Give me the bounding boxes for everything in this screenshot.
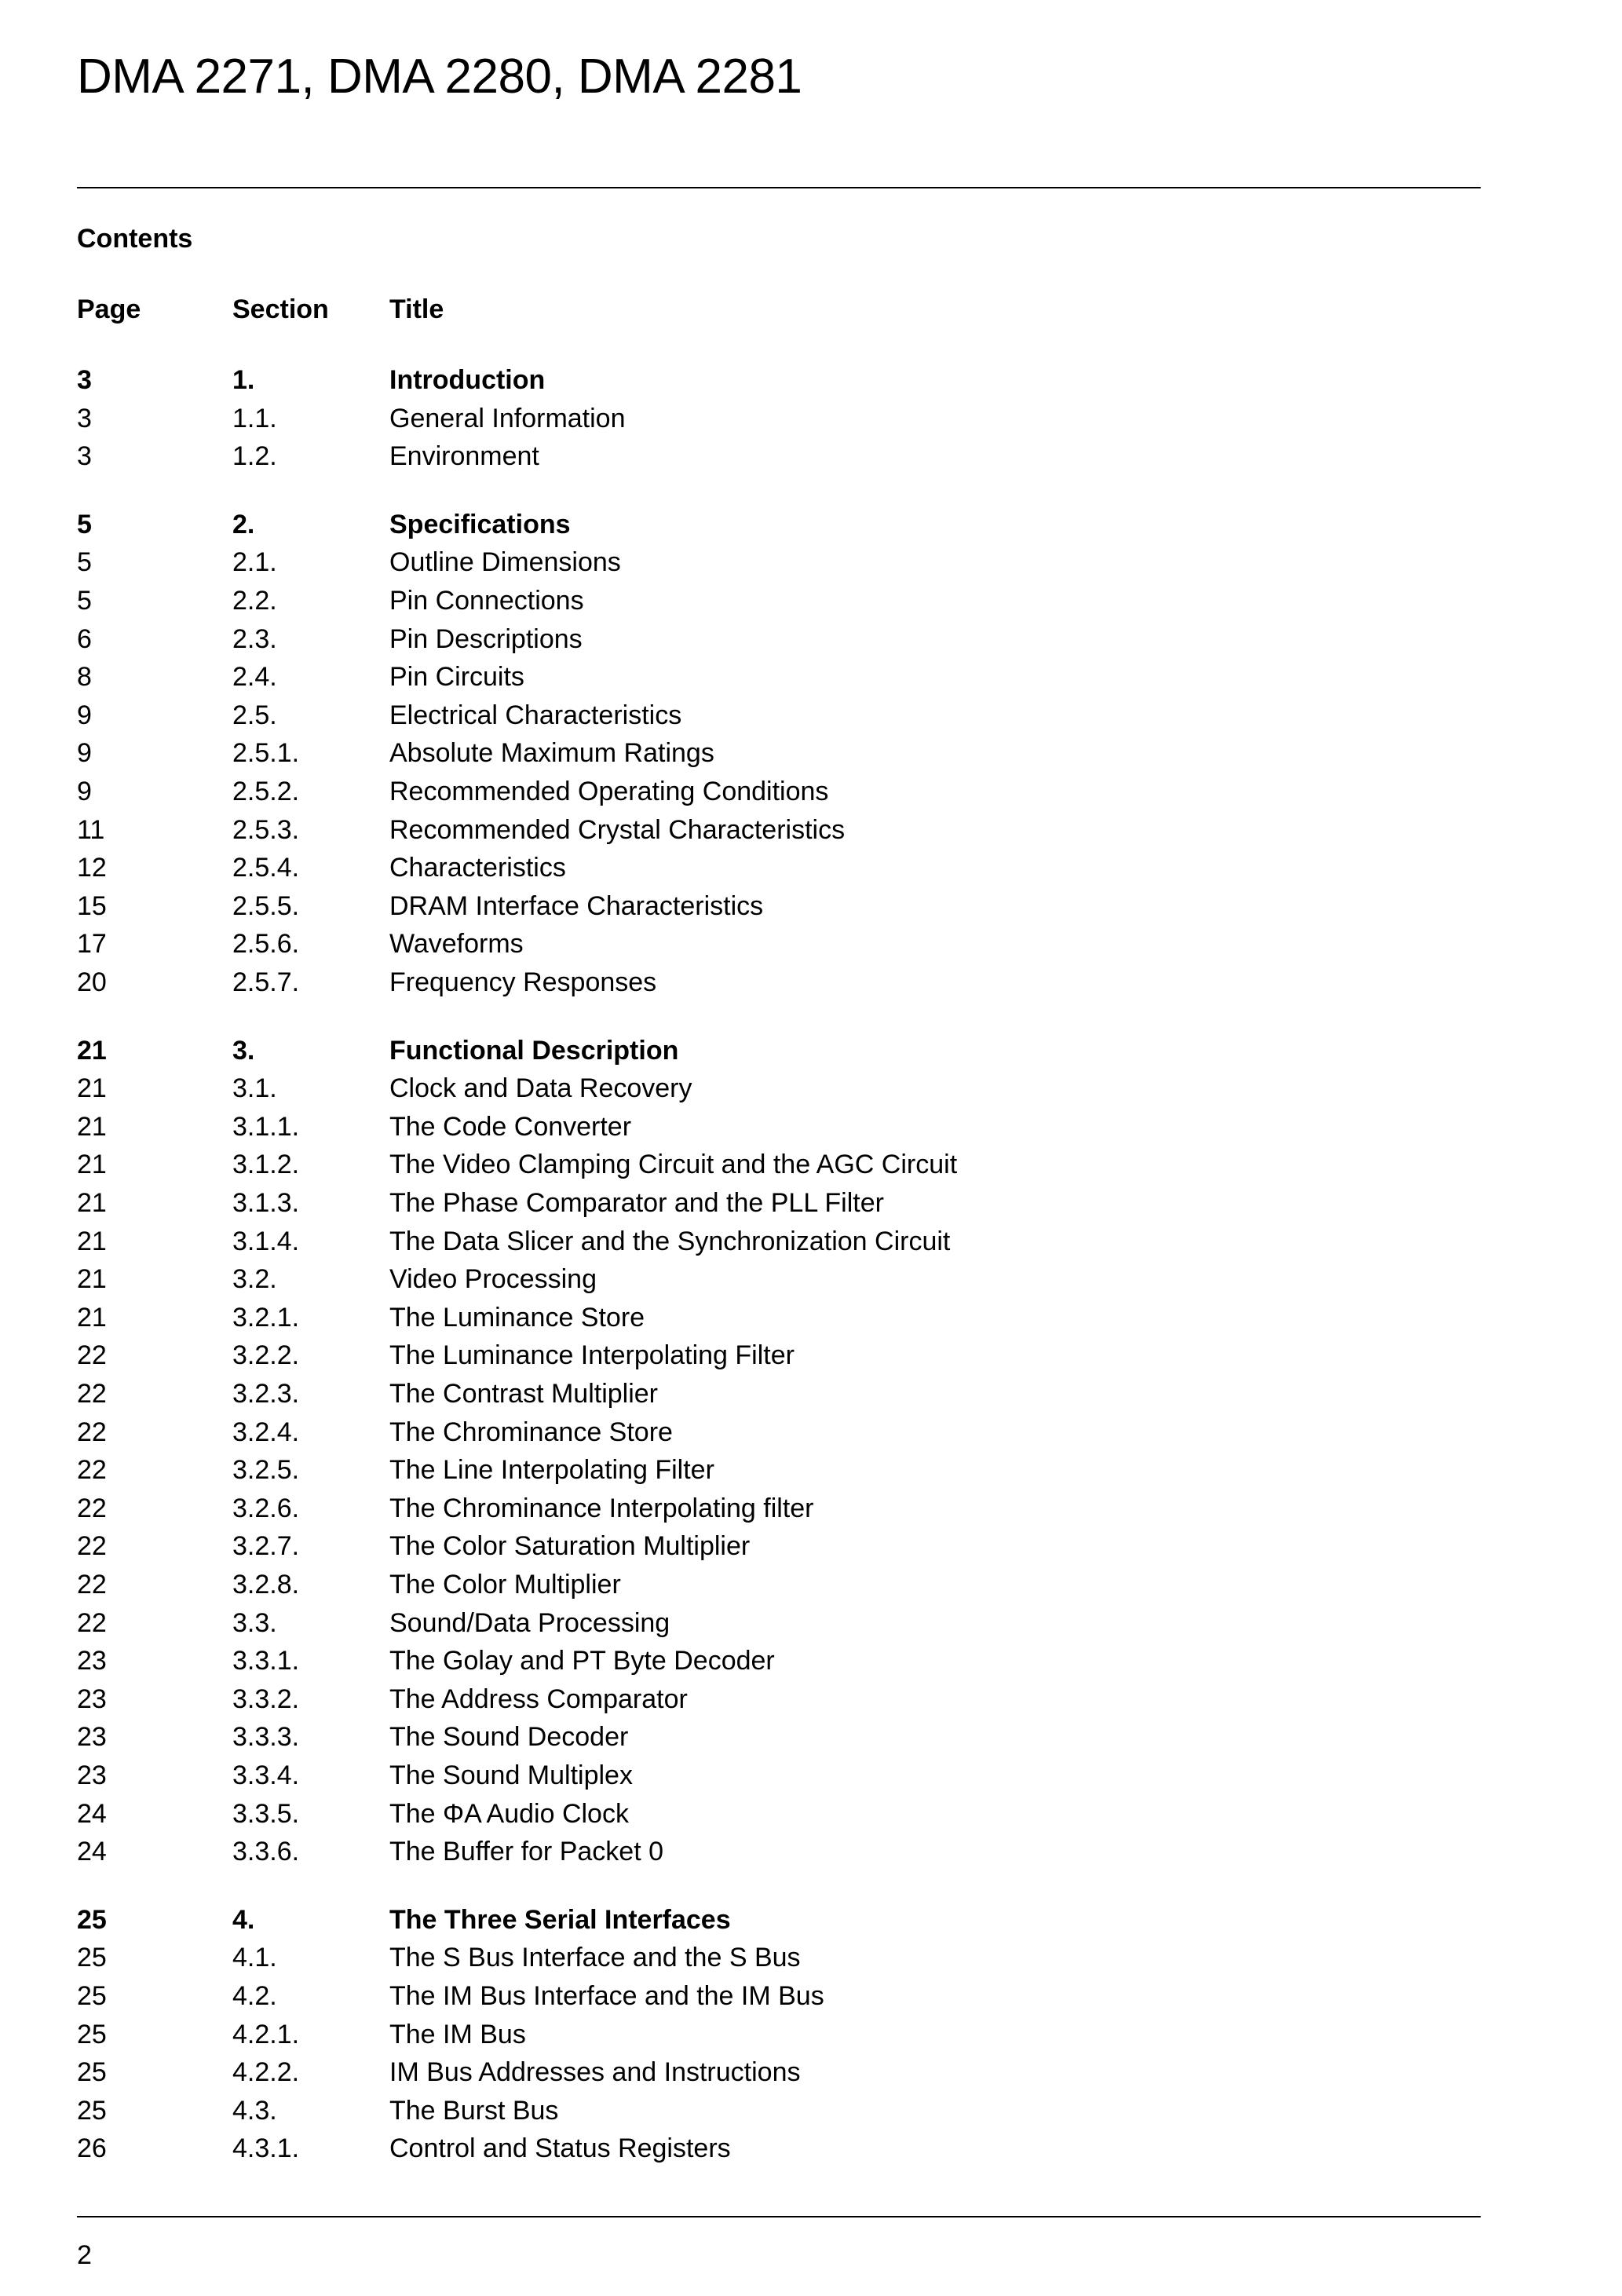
toc-title: Frequency Responses (389, 967, 657, 997)
toc-row (0, 1338, 1404, 1373)
toc-page-number: 22 (77, 1379, 107, 1409)
toc-page-number: 21 (77, 1073, 107, 1103)
toc-row (0, 545, 1404, 579)
toc-row (0, 965, 1404, 1000)
toc-title: The Color Saturation Multiplier (389, 1531, 751, 1561)
toc-page-number: 23 (77, 1760, 107, 1790)
toc-row (0, 1529, 1404, 1563)
toc-section-number: 3.2.2. (232, 1340, 300, 1370)
toc-section-number: 2. (232, 510, 255, 539)
toc-section-number: 4.2.2. (232, 2057, 300, 2087)
toc-row (0, 1758, 1404, 1793)
toc-page-number: 21 (77, 1227, 107, 1256)
toc-row (0, 813, 1404, 847)
toc-page-number: 15 (77, 891, 107, 921)
toc-title: The Luminance Store (389, 1303, 645, 1333)
toc-title: The Three Serial Interfaces (389, 1905, 731, 1935)
toc-section-number: 1.1. (232, 404, 277, 433)
toc-page-number: 5 (77, 547, 92, 577)
toc-page-number: 26 (77, 2133, 107, 2163)
toc-section-number: 4.2. (232, 1981, 277, 2011)
page-number: 2 (77, 2240, 92, 2270)
toc-title: The Sound Decoder (389, 1722, 629, 1752)
column-header-title: Title (389, 294, 444, 324)
toc-section-number: 3.1.3. (232, 1188, 300, 1218)
toc-section-number: 3.2.8. (232, 1570, 300, 1600)
toc-section-number: 3.2.3. (232, 1379, 300, 1409)
toc-page-number: 24 (77, 1837, 107, 1866)
toc-title: The Luminance Interpolating Filter (389, 1340, 795, 1370)
toc-title: IM Bus Addresses and Instructions (389, 2057, 801, 2087)
toc-page-number: 25 (77, 1905, 107, 1935)
toc-page-number: 11 (77, 815, 105, 845)
toc-title: The Code Converter (389, 1112, 632, 1142)
toc-page-number: 22 (77, 1340, 107, 1370)
toc-page-number: 9 (77, 738, 92, 768)
toc-page-number: 12 (77, 853, 107, 883)
toc-section-number: 2.3. (232, 624, 277, 654)
toc-page-number: 22 (77, 1455, 107, 1485)
toc-page-number: 25 (77, 1981, 107, 2011)
toc-page-number: 23 (77, 1722, 107, 1752)
toc-section-number: 3.2.7. (232, 1531, 300, 1561)
toc-row (0, 660, 1404, 694)
column-header-page: Page (77, 294, 141, 324)
toc-title: Video Processing (389, 1264, 597, 1294)
toc-title: Control and Status Registers (389, 2133, 731, 2163)
toc-page-number: 6 (77, 624, 92, 654)
toc-row (0, 2093, 1404, 2128)
toc-page-number: 21 (77, 1150, 107, 1179)
toc-title: The Video Clamping Circuit and the AGC Circuit (389, 1150, 958, 1179)
toc-section-number: 4.1. (232, 1943, 277, 1972)
toc-row (0, 1643, 1404, 1678)
toc-page-number: 8 (77, 662, 92, 692)
toc-section-number: 3.3.3. (232, 1722, 300, 1752)
toc-row (0, 1979, 1404, 2013)
toc-title: The IM Bus Interface and the IM Bus (389, 1981, 824, 2011)
toc-title: Absolute Maximum Ratings (389, 738, 714, 768)
toc-title: The Line Interpolating Filter (389, 1455, 714, 1485)
toc-row (0, 2131, 1404, 2166)
toc-section-number: 4. (232, 1905, 255, 1935)
toc-title: Clock and Data Recovery (389, 1073, 692, 1103)
toc-section-number: 3.2.4. (232, 1417, 300, 1447)
toc-section-number: 2.5.5. (232, 891, 300, 921)
toc-row (0, 2017, 1404, 2052)
toc-row (0, 2055, 1404, 2089)
toc-title: Introduction (389, 365, 546, 395)
toc-title: The ΦA Audio Clock (389, 1799, 629, 1829)
toc-section-number: 4.2.1. (232, 2020, 300, 2049)
toc-row (0, 622, 1404, 656)
toc-row (0, 1567, 1404, 1602)
toc-row (0, 1300, 1404, 1335)
toc-page-number: 9 (77, 700, 92, 730)
toc-title: Recommended Operating Conditions (389, 777, 829, 806)
toc-page-number: 25 (77, 1943, 107, 1972)
toc-title: The Chrominance Interpolating filter (389, 1493, 814, 1523)
toc-section-number: 2.5. (232, 700, 277, 730)
toc-section-number: 2.5.4. (232, 853, 300, 883)
toc-section-number: 2.5.6. (232, 929, 300, 959)
toc-row (0, 583, 1404, 618)
toc-page-number: 21 (77, 1112, 107, 1142)
header-rule (77, 187, 1481, 188)
toc-section-number: 3.1. (232, 1073, 277, 1103)
toc-section-number: 3.3.2. (232, 1684, 300, 1714)
toc-title: Characteristics (389, 853, 566, 883)
toc-page-number: 23 (77, 1646, 107, 1676)
toc-page-number: 3 (77, 404, 92, 433)
toc-chapter-row (0, 1033, 1404, 1068)
toc-row (0, 1940, 1404, 1975)
contents-heading: Contents (77, 224, 193, 254)
toc-section-number: 2.5.2. (232, 777, 300, 806)
toc-row (0, 401, 1404, 436)
toc-title: Electrical Characteristics (389, 700, 682, 730)
toc-section-number: 4.3. (232, 2096, 277, 2126)
toc-row (0, 889, 1404, 923)
toc-page-number: 22 (77, 1531, 107, 1561)
toc-row (0, 1682, 1404, 1717)
toc-row (0, 1071, 1404, 1106)
toc-row (0, 1834, 1404, 1869)
toc-title: Functional Description (389, 1036, 679, 1066)
toc-section-number: 3.3.4. (232, 1760, 300, 1790)
toc-page-number: 21 (77, 1303, 107, 1333)
toc-row (0, 1110, 1404, 1144)
toc-title: The IM Bus (389, 2020, 526, 2049)
toc-page-number: 25 (77, 2020, 107, 2049)
toc-section-number: 2.1. (232, 547, 277, 577)
toc-section-number: 3.2.1. (232, 1303, 300, 1333)
toc-title: The Golay and PT Byte Decoder (389, 1646, 775, 1676)
toc-section-number: 3.3.1. (232, 1646, 300, 1676)
toc-title: The Data Slicer and the Synchronization Circuit (389, 1227, 951, 1256)
toc-page-number: 22 (77, 1493, 107, 1523)
toc-row (0, 927, 1404, 961)
toc-page-number: 22 (77, 1608, 107, 1638)
toc-section-number: 2.5.7. (232, 967, 300, 997)
toc-title: Specifications (389, 510, 571, 539)
toc-page-number: 5 (77, 586, 92, 616)
toc-page-number: 21 (77, 1264, 107, 1294)
toc-page-number: 9 (77, 777, 92, 806)
toc-page-number: 3 (77, 365, 92, 395)
toc-section-number: 4.3.1. (232, 2133, 300, 2163)
toc-row (0, 1453, 1404, 1487)
toc-chapter-row (0, 1903, 1404, 1937)
toc-page-number: 22 (77, 1570, 107, 1600)
toc-row (0, 1797, 1404, 1831)
toc-title: Pin Circuits (389, 662, 524, 692)
toc-section-number: 3.3.6. (232, 1837, 300, 1866)
toc-section-number: 3.1.2. (232, 1150, 300, 1179)
toc-title: Recommended Crystal Characteristics (389, 815, 846, 845)
toc-title: The Phase Comparator and the PLL Filter (389, 1188, 884, 1218)
toc-row (0, 850, 1404, 885)
toc-row (0, 774, 1404, 809)
toc-page-number: 22 (77, 1417, 107, 1447)
toc-page-number: 3 (77, 441, 92, 471)
toc-title: The Sound Multiplex (389, 1760, 633, 1790)
toc-page-number: 20 (77, 967, 107, 997)
toc-row (0, 1377, 1404, 1411)
toc-title: The S Bus Interface and the S Bus (389, 1943, 801, 1972)
toc-title: Pin Descriptions (389, 624, 583, 654)
toc-title: DRAM Interface Characteristics (389, 891, 764, 921)
toc-section-number: 2.5.3. (232, 815, 300, 845)
document-title: DMA 2271, DMA 2280, DMA 2281 (77, 49, 802, 104)
toc-section-number: 3.2.5. (232, 1455, 300, 1485)
toc-row (0, 1262, 1404, 1296)
toc-title: Pin Connections (389, 586, 584, 616)
toc-page-number: 24 (77, 1799, 107, 1829)
toc-chapter-row (0, 363, 1404, 397)
toc-page-number: 21 (77, 1188, 107, 1218)
toc-row (0, 1415, 1404, 1450)
toc-row (0, 736, 1404, 770)
toc-page-number: 21 (77, 1036, 107, 1066)
toc-page-number: 25 (77, 2096, 107, 2126)
toc-page-number: 17 (77, 929, 107, 959)
toc-section-number: 3.3.5. (232, 1799, 300, 1829)
toc-title: The Burst Bus (389, 2096, 559, 2126)
toc-section-number: 2.4. (232, 662, 277, 692)
toc-section-number: 1. (232, 365, 255, 395)
toc-section-number: 1.2. (232, 441, 277, 471)
toc-section-number: 3.2.6. (232, 1493, 300, 1523)
toc-row (0, 1186, 1404, 1220)
toc-row (0, 1720, 1404, 1754)
toc-section-number: 3.1.1. (232, 1112, 300, 1142)
toc-section-number: 3.2. (232, 1264, 277, 1294)
toc-row (0, 1491, 1404, 1526)
toc-section-number: 2.5.1. (232, 738, 300, 768)
toc-title: Sound/Data Processing (389, 1608, 670, 1638)
toc-page-number: 5 (77, 510, 92, 539)
toc-title: The Chrominance Store (389, 1417, 673, 1447)
toc-row (0, 1147, 1404, 1182)
toc-title: General Information (389, 404, 626, 433)
column-header-section: Section (232, 294, 329, 324)
toc-row (0, 439, 1404, 473)
toc-title: The Contrast Multiplier (389, 1379, 659, 1409)
toc-page-number: 25 (77, 2057, 107, 2087)
toc-row (0, 1606, 1404, 1640)
toc-title: Outline Dimensions (389, 547, 621, 577)
footer-rule (77, 2216, 1481, 2217)
toc-section-number: 3. (232, 1036, 255, 1066)
toc-title: Environment (389, 441, 539, 471)
toc-section-number: 3.1.4. (232, 1227, 300, 1256)
toc-section-number: 3.3. (232, 1608, 277, 1638)
toc-row (0, 698, 1404, 733)
toc-title: Waveforms (389, 929, 524, 959)
toc-page-number: 23 (77, 1684, 107, 1714)
toc-title: The Color Multiplier (389, 1570, 621, 1600)
toc-row (0, 1224, 1404, 1259)
toc-section-number: 2.2. (232, 586, 277, 616)
toc-title: The Address Comparator (389, 1684, 688, 1714)
toc-title: The Buffer for Packet 0 (389, 1837, 663, 1866)
toc-chapter-row (0, 507, 1404, 542)
